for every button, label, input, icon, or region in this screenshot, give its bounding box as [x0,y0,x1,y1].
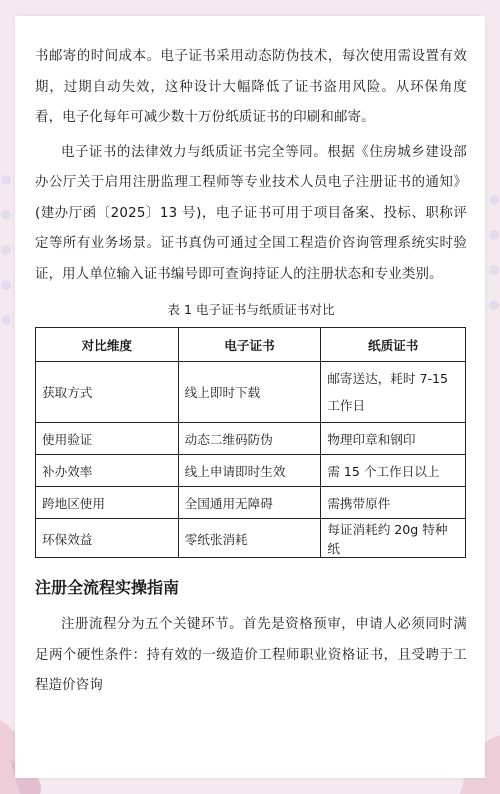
table-cell: 需携带原件 [321,487,466,519]
table-cell: 每证消耗约 20g 特种纸 [321,519,466,558]
table-cell: 线上即时下载 [178,362,321,423]
table-row [36,423,466,455]
table-row [36,362,466,423]
table-cell: 跨地区使用 [36,487,179,519]
paragraph-1: 书邮寄的时间成本。电子证书采用动态防伪技术，每次使用需设置有效期，过期自动失效，这种设计大幅降低了证书盗用风险。从环保角度看，电子化每年可减少数十万份纸质证书的印刷和邮寄。 [35,49,467,125]
table-cell: 邮寄送达，耗时 7-15 工作日 [321,362,466,423]
table-row [36,487,466,519]
table-cell: 环保效益 [36,519,179,558]
comparison-table [35,327,466,558]
table-cell: 全国通用无障碍 [178,487,321,519]
table-cell: 线上申请即时生效 [178,455,321,487]
table-cell: 需 15 个工作日以上 [321,455,466,487]
table-header-cell: 电子证书 [178,328,321,362]
table-cell: 使用验证 [36,423,179,455]
section-heading: 注册全流程实操指南 [35,578,180,597]
table-header-row [36,328,466,362]
document-page [15,16,485,778]
paragraph-2: 电子证书的法律效力与纸质证书完全等同。根据《住房城乡建设部办公厅关于启用注册监理工程师等专业技术人员电子注册证书的通知》(建办厅函〔2025〕13 号)，电子证书可用于项目备案、投标、职称评定等所有业务场景。证书真伪可通过全国工程造价咨询管理系统实时验证，用人单位输入证书编号即可查询持证人的注册状态和专业类别。 [35,144,467,282]
table-caption: 表 1 电子证书与纸质证书对比 [167,302,335,317]
table-cell: 零纸张消耗 [178,519,321,558]
table-row [36,455,466,487]
table-row [36,519,466,558]
table-header-cell: 对比维度 [36,328,179,362]
table-header-cell: 纸质证书 [321,328,466,362]
table-cell: 物理印章和钢印 [321,423,466,455]
paragraph-3: 注册流程分为五个关键环节。首先是资格预审，申请人必须同时满足两个硬性条件：持有效的一级造价工程师职业资格证书，且受聘于工程造价咨询 [35,617,467,693]
table-cell: 补办效率 [36,455,179,487]
document-content [35,42,467,702]
table-cell: 动态二维码防伪 [178,423,321,455]
table-cell: 获取方式 [36,362,179,423]
